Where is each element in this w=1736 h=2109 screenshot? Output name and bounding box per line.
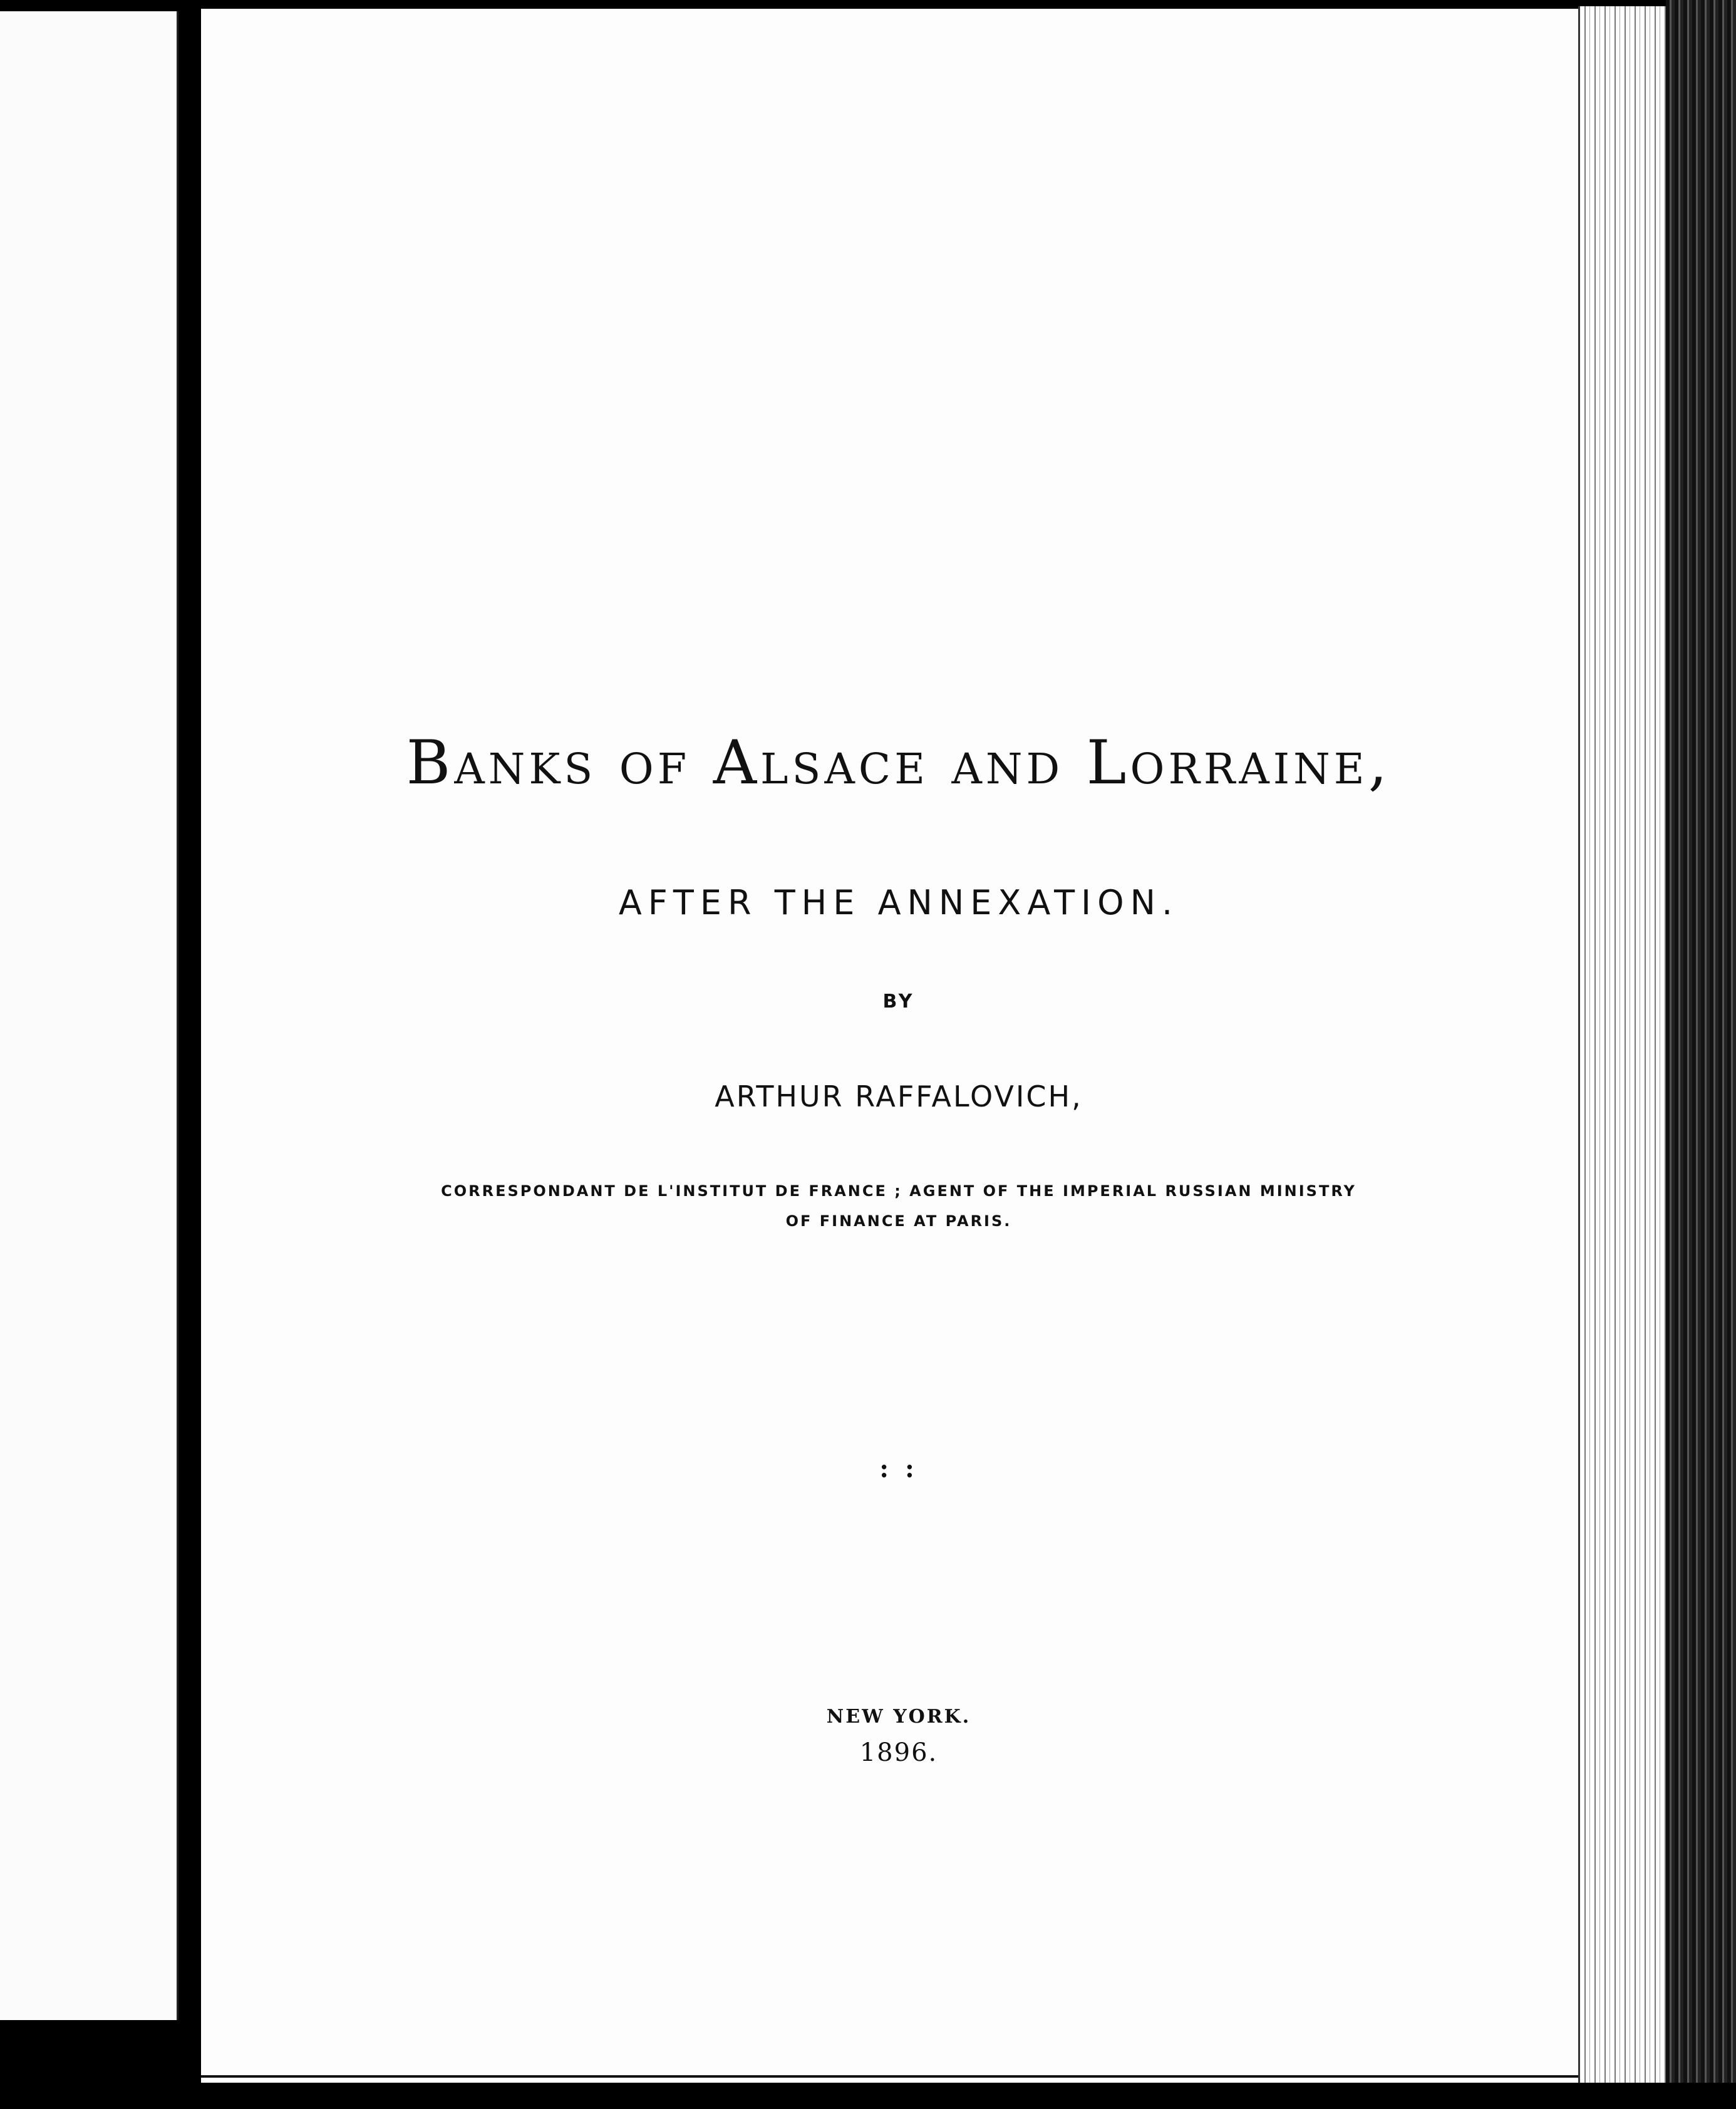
book-gutter [178,0,201,2109]
publication-year: 1896. [859,1738,938,1767]
title-page [201,9,1596,2078]
publication-place: NEW YORK. [826,1706,971,1728]
left-page-bottom-shadow [0,2020,178,2083]
by-line: BY [882,991,915,1013]
book-subtitle: AFTER THE ANNEXATION. [618,883,1179,922]
author-name: ARTHUR RAFFALOVICH, [715,1080,1083,1113]
left-facing-page [0,11,178,2020]
author-credential-line-2: OF FINANCE AT PARIS. [785,1212,1012,1230]
scan-bottom-edge [0,2083,1736,2109]
author-credential-line-1: CORRESPONDANT DE L'INSTITUT DE FRANCE ; AGENT OF THE IMPERIAL RUSSIAN MINISTRY [441,1182,1356,1200]
book-cover-edge [1666,0,1736,2109]
ornament-colons: : : [879,1454,918,1483]
book-title: Banks of Alsace and Lorraine, [406,728,1392,798]
